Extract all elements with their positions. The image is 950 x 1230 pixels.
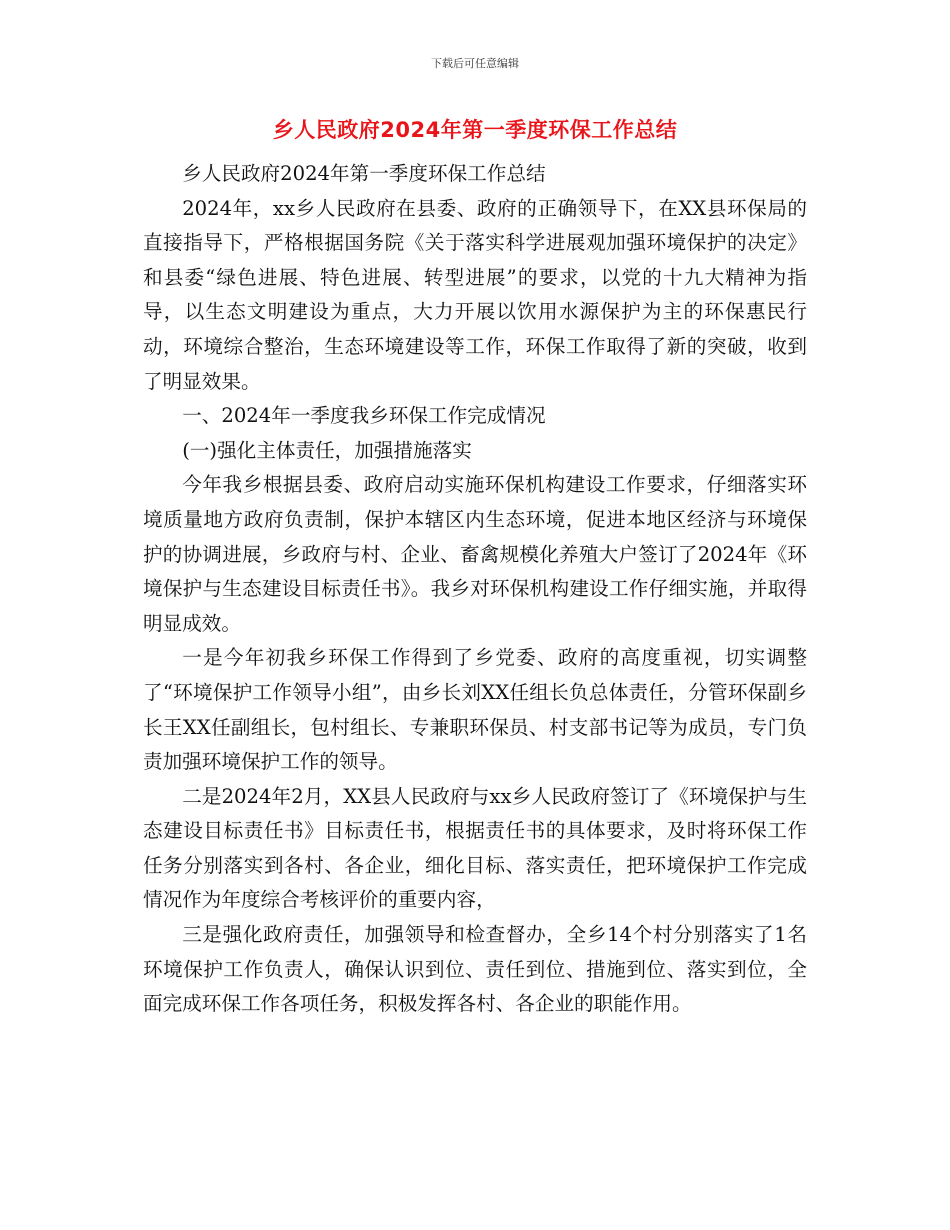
paragraph-point-one: 一是今年初我乡环保工作得到了乡党委、政府的高度重视，切实调整了“环境保护工作领导小组”，由乡长刘XX任组长负总体责任，分管环保副乡长王XX任副组长，包村组长、专兼职环保员、村支部书记等为成员，专门负责加强环境保护工作的领导。 (143, 646, 807, 774)
paragraph-point-two: 二是2024年2月，XX县人民政府与xx乡人民政府签订了《环境保护与生态建设目标责任书》目标责任书，根据责任书的具体要求，及时将环保工作任务分别落实到各村、各企业，细化目标、落实责任，把环境保护工作完成情况作为年度综合考核评价的重要内容， (143, 784, 807, 912)
section-heading: 一、2024年一季度我乡环保工作完成情况 (182, 404, 546, 428)
subsection-heading: (一)强化主体责任，加强措施落实 (182, 438, 472, 462)
header-note: 下载后可任意编辑 (431, 57, 519, 70)
paragraph-point-three: 三是强化政府责任，加强领导和检查督办，全乡14个村分别落实了1名环境保护工作负责人，确保认识到位、责任到位、措施到位、落实到位，全面完成环保工作各项任务，积极发挥各村、各企业的职能作用。 (143, 923, 807, 1016)
paragraph-intro: 2024年，xx乡人民政府在县委、政府的正确领导下，在XX县环保局的直接指导下，严格根据国务院《关于落实科学进展观加强环境保护的决定》和县委“绿色进展、特色进展、转型进展”的要求，以党的十九大精神为指导，以生态文明建设为重点，大力开展以饮用水源保护为主的环保惠民行动，环境综合整治，生态环境建设等工作，环保工作取得了新的突破，收到了明显效果。 (143, 196, 807, 393)
document-title: 乡人民政府2024年第一季度环保工作总结 (272, 118, 678, 142)
document-body (143, 157, 807, 1022)
paragraph-body: 今年我乡根据县委、政府启动实施环保机构建设工作要求，仔细落实环境质量地方政府负责制，保护本辖区内生态环境，促进本地区经济与环境保护的协调进展，乡政府与村、企业、畜禽规模化养殖大户签订了2024年《环境保护与生态建设目标责任书》。我乡对环保机构建设工作仔细实施，并取得明显成效。 (143, 473, 807, 635)
paragraph-subtitle: 乡人民政府2024年第一季度环保工作总结 (182, 162, 546, 185)
